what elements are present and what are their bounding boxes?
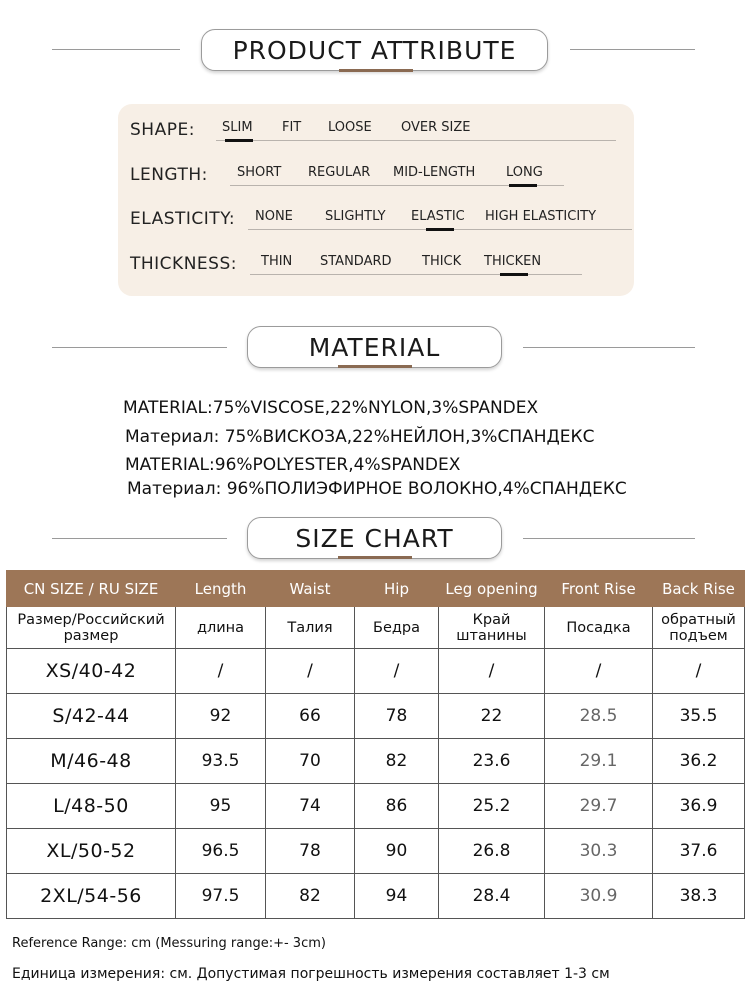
column-header: Length xyxy=(176,571,266,607)
title-underline xyxy=(339,69,413,72)
column-header: Leg opening xyxy=(439,571,545,607)
divider-left xyxy=(52,538,227,539)
table-cell: 38.3 xyxy=(653,874,745,919)
table-cell: 66 xyxy=(266,694,355,739)
table-cell: 78 xyxy=(355,694,439,739)
column-header: Front Rise xyxy=(545,571,653,607)
table-cell: 82 xyxy=(355,739,439,784)
divider-right xyxy=(523,538,695,539)
attribute-row-shape xyxy=(130,107,634,147)
reference-note-ru: Единица измерения: см. Допустимая погрешность измерения составляет 1-3 см xyxy=(12,966,610,982)
attribute-option: FIT xyxy=(282,120,302,135)
size-chart-table xyxy=(6,570,745,919)
table-cell: 95 xyxy=(176,784,266,829)
divider-right xyxy=(570,49,695,50)
attribute-row-length xyxy=(130,152,634,192)
table-cell: 96.5 xyxy=(176,829,266,874)
material-line: MATERIAL:75%VISCOSE,22%NYLON,3%SPANDEX xyxy=(123,398,539,418)
table-cell: S/42-44 xyxy=(7,694,176,739)
table-cell: 86 xyxy=(355,784,439,829)
table-subheader-row xyxy=(7,607,745,649)
table-cell: L/48-50 xyxy=(7,784,176,829)
table-row xyxy=(7,739,745,784)
selected-marker xyxy=(225,139,253,142)
attribute-row-elasticity xyxy=(130,196,634,236)
table-cell: / xyxy=(355,649,439,694)
section-title-attribute: PRODUCT ATTRIBUTE xyxy=(201,29,548,71)
attribute-option: SHORT xyxy=(237,165,282,180)
column-subheader: Посадка xyxy=(545,607,653,649)
attribute-option: LONG xyxy=(506,165,543,180)
attribute-label: LENGTH: xyxy=(130,165,208,185)
table-row xyxy=(7,874,745,919)
table-cell: 28.5 xyxy=(545,694,653,739)
attribute-row-thickness xyxy=(130,241,634,281)
material-line: Материал: 96%ПОЛИЭФИРНОЕ ВОЛОКНО,4%СПАНДЕКС xyxy=(127,479,627,499)
table-cell: 92 xyxy=(176,694,266,739)
table-cell: 28.4 xyxy=(439,874,545,919)
title-underline xyxy=(338,556,412,559)
attribute-option: THICKEN xyxy=(484,254,542,269)
title-underline xyxy=(338,365,412,368)
table-row xyxy=(7,784,745,829)
attribute-option: SLIGHTLY xyxy=(325,209,386,224)
material-line: MATERIAL:96%POLYESTER,4%SPANDEX xyxy=(125,455,461,475)
attribute-option: STANDARD xyxy=(320,254,392,269)
table-row xyxy=(7,694,745,739)
divider-right xyxy=(523,347,695,348)
attribute-option: ELASTIC xyxy=(411,209,465,224)
table-cell: XS/40-42 xyxy=(7,649,176,694)
table-cell: 30.9 xyxy=(545,874,653,919)
table-cell: 93.5 xyxy=(176,739,266,784)
table-cell: 82 xyxy=(266,874,355,919)
table-cell: 23.6 xyxy=(439,739,545,784)
table-cell: 90 xyxy=(355,829,439,874)
attribute-option: THICK xyxy=(422,254,462,269)
table-cell: / xyxy=(439,649,545,694)
column-header: Hip xyxy=(355,571,439,607)
table-cell: 74 xyxy=(266,784,355,829)
divider-left xyxy=(52,347,227,348)
attribute-option: REGULAR xyxy=(308,165,371,180)
attribute-label: ELASTICITY: xyxy=(130,209,236,229)
section-title-size-chart: SIZE CHART xyxy=(247,517,502,559)
table-cell: 25.2 xyxy=(439,784,545,829)
attribute-option: OVER SIZE xyxy=(401,120,471,135)
material-line: Материал: 75%ВИСКОЗА,22%НЕЙЛОН,3%СПАНДЕКС xyxy=(125,427,595,447)
table-cell: / xyxy=(653,649,745,694)
table-cell: 26.8 xyxy=(439,829,545,874)
section-title-material: MATERIAL xyxy=(247,326,502,368)
attribute-option: SLIM xyxy=(222,120,253,135)
column-subheader: Бедра xyxy=(355,607,439,649)
table-cell: / xyxy=(266,649,355,694)
table-cell: 35.5 xyxy=(653,694,745,739)
table-cell: 36.2 xyxy=(653,739,745,784)
table-cell: 70 xyxy=(266,739,355,784)
selected-marker xyxy=(426,228,454,231)
selected-marker xyxy=(509,184,537,187)
divider-left xyxy=(52,49,180,50)
table-cell: 29.7 xyxy=(545,784,653,829)
table-cell: M/46-48 xyxy=(7,739,176,784)
column-subheader: обратный подъем xyxy=(653,607,745,649)
table-cell: 94 xyxy=(355,874,439,919)
column-header: CN SIZE / RU SIZE xyxy=(7,571,176,607)
table-row xyxy=(7,829,745,874)
table-cell: 37.6 xyxy=(653,829,745,874)
column-subheader: Размер/Российский размер xyxy=(7,607,176,649)
column-subheader: длина xyxy=(176,607,266,649)
attribute-baseline xyxy=(250,274,582,275)
table-cell: 22 xyxy=(439,694,545,739)
column-header: Waist xyxy=(266,571,355,607)
attribute-label: SHAPE: xyxy=(130,120,195,140)
table-cell: 36.9 xyxy=(653,784,745,829)
attribute-option: HIGH ELASTICITY xyxy=(485,209,597,224)
table-cell: / xyxy=(545,649,653,694)
table-cell: XL/50-52 xyxy=(7,829,176,874)
table-cell: 97.5 xyxy=(176,874,266,919)
table-row xyxy=(7,649,745,694)
reference-note: Reference Range: cm (Messuring range:+- 3cm) xyxy=(12,936,326,951)
attribute-option: NONE xyxy=(255,209,293,224)
table-cell: 2XL/54-56 xyxy=(7,874,176,919)
column-subheader: Талия xyxy=(266,607,355,649)
table-cell: 30.3 xyxy=(545,829,653,874)
column-subheader: Край штанины xyxy=(439,607,545,649)
attribute-label: THICKNESS: xyxy=(130,254,237,274)
attribute-option: LOOSE xyxy=(328,120,372,135)
attribute-baseline xyxy=(216,140,616,141)
attribute-option: THIN xyxy=(261,254,293,269)
table-cell: / xyxy=(176,649,266,694)
table-cell: 78 xyxy=(266,829,355,874)
table-header-row xyxy=(7,571,745,607)
table-cell: 29.1 xyxy=(545,739,653,784)
selected-marker xyxy=(500,273,528,276)
attribute-panel xyxy=(118,104,634,296)
attribute-option: MID-LENGTH xyxy=(393,165,476,180)
column-header: Back Rise xyxy=(653,571,745,607)
